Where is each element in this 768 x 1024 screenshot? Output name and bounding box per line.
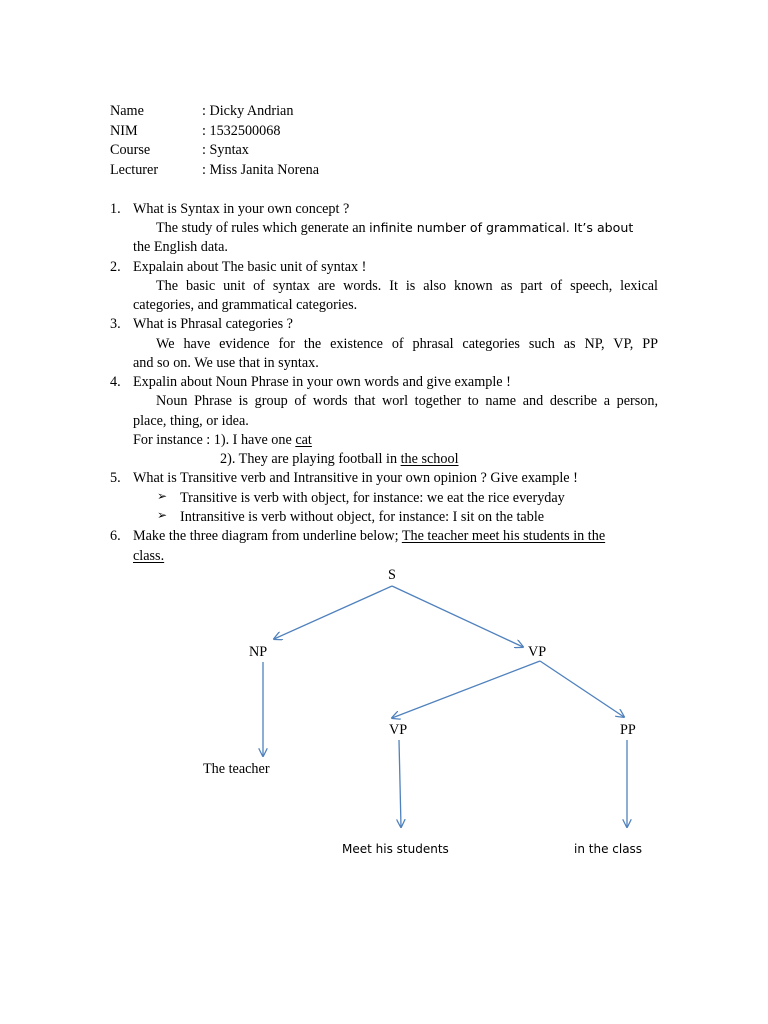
tree-branch-s-np [274, 586, 392, 639]
name-label: Name [110, 103, 144, 119]
tree-leaf-vp: Meet his students [342, 842, 449, 856]
tree-leaf-pp: in the class [574, 842, 643, 856]
tree-node-vp: VP [528, 644, 547, 660]
question-number: 3. [110, 316, 121, 332]
tree-branch-vp-vp [392, 661, 540, 718]
question-number: 6. [110, 528, 121, 544]
answer-text-part: infinite number of grammatical. It’s about [369, 220, 634, 235]
example-prefix: For instance : 1). I have one [133, 432, 296, 448]
tree-node-vp-child: VP [389, 722, 408, 738]
answer-text: Noun Phrase is group of words that worl together to name and describe a person, [156, 393, 658, 409]
tree-branch-s-vp [392, 586, 523, 647]
name-value: : Dicky Andrian [202, 103, 294, 119]
arrowhead-bullet-icon: ➢ [157, 489, 168, 503]
answer-text: We have evidence for the existence of phrasal categories such as NP, VP, PP [156, 336, 658, 352]
underlined-noun-phrase: the school [400, 451, 459, 467]
answer-text: categories, and grammatical categories. [133, 297, 358, 313]
question-text: What is Phrasal categories ? [133, 316, 293, 332]
question-number: 2. [110, 259, 121, 275]
question-number: 5. [110, 470, 121, 486]
example-prefix: 2). They are playing football in [220, 451, 401, 467]
lecturer-value: : Miss Janita Norena [202, 162, 320, 178]
question-number: 1. [110, 201, 121, 217]
question-prefix: Make the three diagram from underline below; [133, 528, 402, 544]
answer-text: and so on. We use that in syntax. [133, 355, 319, 371]
bullet-text: Intransitive is verb without object, for instance: I sit on the table [180, 509, 545, 525]
answer-text-part: The study of rules which generate an [156, 220, 370, 236]
answer-text: place, thing, or idea. [133, 413, 249, 429]
answer-text: The basic unit of syntax are words. It is also known as part of speech, lexical [156, 278, 658, 294]
question-text: Expalin about Noun Phrase in your own words and give example ! [133, 374, 511, 390]
question-number: 4. [110, 374, 121, 390]
tree-node-pp: PP [620, 722, 636, 738]
underlined-noun-phrase: cat [295, 432, 312, 448]
course-value: : Syntax [202, 142, 249, 158]
course-label: Course [110, 142, 151, 158]
nim-label: NIM [110, 123, 138, 139]
arrowhead-bullet-icon: ➢ [157, 508, 168, 522]
tree-node-s: S [388, 567, 396, 583]
answer-text: the English data. [133, 239, 228, 255]
question-text: What is Transitive verb and Intransitive in your own opinion ? Give example ! [133, 470, 578, 486]
question-text: What is Syntax in your own concept ? [133, 201, 350, 217]
question-text: Expalain about The basic unit of syntax ! [133, 259, 367, 275]
nim-value: : 1532500068 [202, 123, 281, 139]
underlined-sentence: class. [133, 548, 165, 564]
lecturer-label: Lecturer [110, 162, 159, 178]
tree-branch-vp-pp [540, 661, 624, 717]
tree-node-np: NP [249, 644, 268, 660]
tree-leaf-np: The teacher [203, 761, 270, 777]
bullet-text: Transitive is verb with object, for instance: we eat the rice everyday [180, 490, 565, 506]
tree-branch-vp-leaf [399, 740, 401, 827]
underlined-sentence: The teacher meet his students in the [401, 528, 606, 544]
